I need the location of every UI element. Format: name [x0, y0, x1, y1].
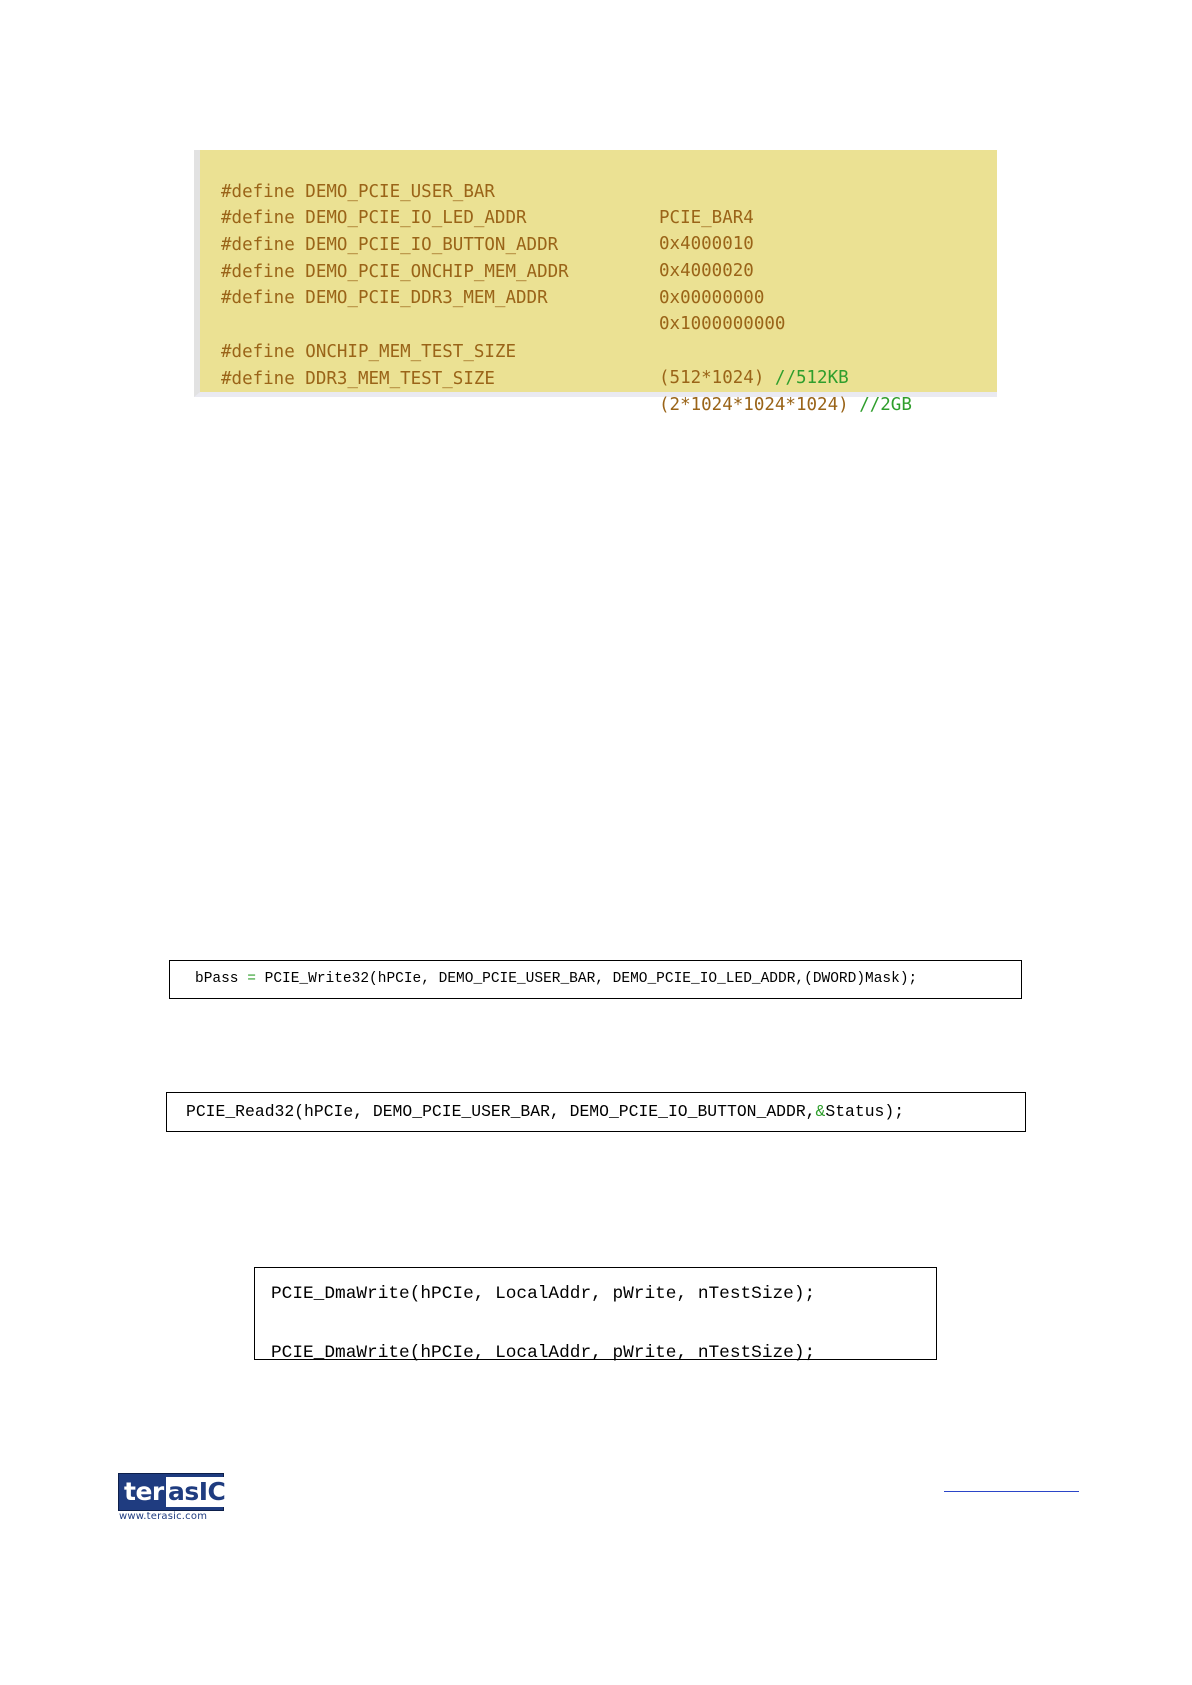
code-box-dmawrite	[254, 1267, 937, 1363]
code-text: bPass	[195, 971, 248, 987]
define-value: 0x4000020	[659, 261, 754, 281]
define-name: #define DDR3_MEM_TEST_SIZE	[221, 369, 495, 389]
code-comment: //2GB	[859, 395, 912, 415]
define-name: #define DEMO_PCIE_IO_BUTTON_ADDR	[221, 235, 559, 255]
code-comment: //512KB	[774, 368, 849, 388]
define-value: 0x4000010	[659, 234, 754, 254]
logo-text-left: ter	[124, 1477, 164, 1506]
code-operator: &	[815, 1102, 826, 1121]
code-text: PCIE_Write32(hPCIe, DEMO_PCIE_USER_BAR, DEMO_PCIE_IO_LED_ADDR,(DWORD)Mask);	[255, 971, 918, 987]
code-operator: =	[247, 971, 256, 987]
define-value: 0x1000000000	[659, 314, 786, 334]
logo-text-right: asIC	[168, 1477, 226, 1506]
define-name: #define DEMO_PCIE_IO_LED_ADDR	[221, 208, 527, 228]
code-text: PCIE_Read32(hPCIe, DEMO_PCIE_USER_BAR, DEMO_PCIE_IO_BUTTON_ADDR,	[186, 1102, 816, 1121]
define-name: #define DEMO_PCIE_USER_BAR	[221, 182, 495, 202]
define-value: PCIE_BAR4	[659, 208, 754, 228]
footer-link[interactable]	[944, 1491, 1079, 1492]
code-box-read32	[166, 1092, 1026, 1132]
define-name: #define ONCHIP_MEM_TEST_SIZE	[221, 342, 517, 362]
code-line: PCIE_DmaWrite(hPCIe, LocalAddr, pWrite, nTestSize);	[271, 1343, 816, 1363]
code-box-write32	[169, 960, 1022, 999]
logo-url: www.terasic.com	[119, 1511, 208, 1522]
logo-wordmark	[118, 1473, 224, 1511]
define-name: #define DEMO_PCIE_ONCHIP_MEM_ADDR	[221, 262, 569, 282]
define-name: #define DEMO_PCIE_DDR3_MEM_ADDR	[221, 288, 548, 308]
define-value: (2*1024*1024*1024) //2GB	[659, 395, 912, 415]
define-code-block	[194, 150, 997, 415]
terasic-logo	[118, 1473, 224, 1523]
define-value: 0x00000000	[659, 288, 765, 308]
define-value: (512*1024) //512KB	[659, 368, 849, 388]
code-line: PCIE_DmaWrite(hPCIe, LocalAddr, pWrite, nTestSize);	[271, 1284, 816, 1304]
code-text: Status);	[825, 1102, 905, 1121]
